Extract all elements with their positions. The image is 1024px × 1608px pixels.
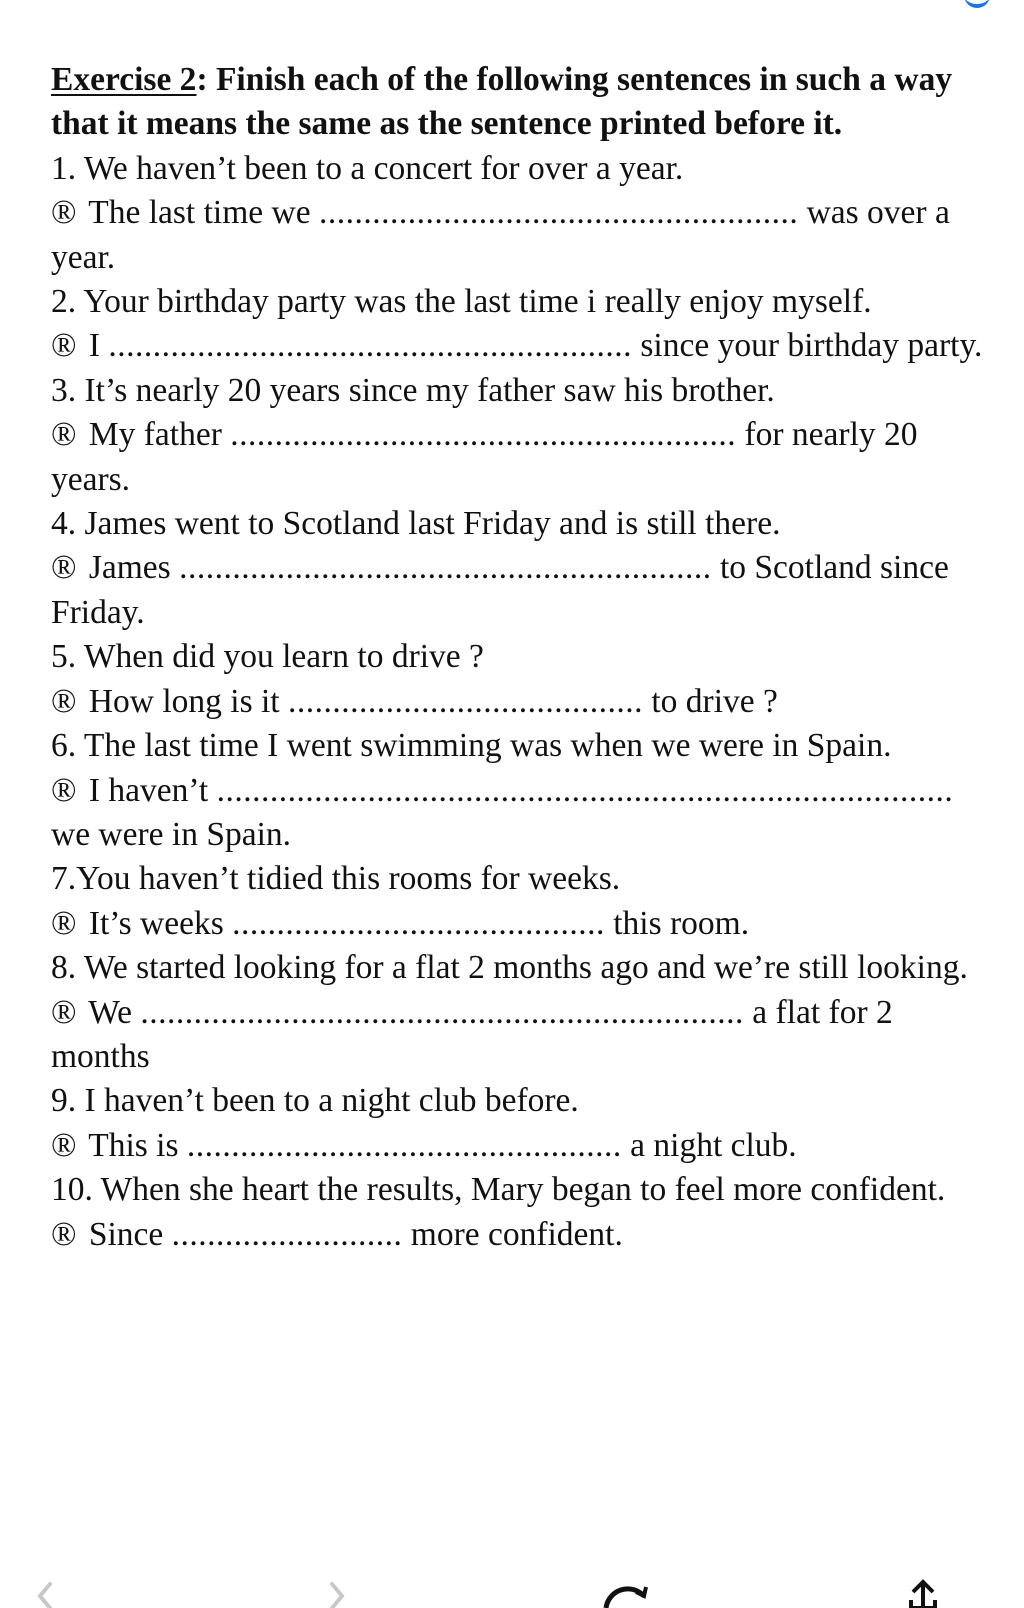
answer-start: How long is it bbox=[88, 682, 280, 720]
exercise-title bbox=[51, 58, 991, 147]
arrow-symbol: ® bbox=[51, 682, 77, 720]
answer-end: to Scotland since Friday. bbox=[51, 549, 949, 631]
arrow-symbol: ® bbox=[51, 327, 77, 365]
answer-line-10 bbox=[51, 1213, 991, 1257]
viewer-toolbar bbox=[0, 1578, 1024, 1608]
arrow-symbol: ® bbox=[51, 194, 77, 232]
rotate-icon[interactable] bbox=[596, 1578, 656, 1608]
answer-start: James bbox=[88, 549, 171, 587]
answer-line-3 bbox=[51, 413, 991, 502]
answer-end: to drive ? bbox=[651, 682, 778, 720]
answer-line-2 bbox=[51, 324, 991, 368]
arrow-symbol: ® bbox=[51, 1126, 77, 1164]
chevron-right-icon[interactable] bbox=[318, 1578, 358, 1608]
answer-line-9 bbox=[51, 1124, 991, 1168]
answer-line-1 bbox=[51, 191, 991, 280]
answer-start: It’s weeks bbox=[88, 904, 224, 942]
answer-blank[interactable]: ........................................................... bbox=[108, 327, 632, 365]
answer-start: My father bbox=[88, 416, 222, 454]
arrow-symbol: ® bbox=[51, 904, 77, 942]
answer-blank[interactable]: .................................................................... bbox=[140, 993, 744, 1031]
answer-blank[interactable]: ................................................. bbox=[186, 1126, 622, 1164]
answer-blank[interactable]: ...................................................... bbox=[318, 194, 799, 232]
answer-start: We bbox=[88, 993, 133, 1031]
answer-blank[interactable]: ................................................................................... bbox=[216, 771, 954, 809]
question-10: 10. When she heart the results, Mary began to feel more confident. bbox=[51, 1171, 946, 1209]
answer-start: Since bbox=[88, 1215, 164, 1253]
answer-line-4 bbox=[51, 546, 991, 635]
exercise-instructions: : Finish each of the following sentences in such a way that it means the same as the sentence printed before it. bbox=[51, 61, 953, 143]
arrow-symbol: ® bbox=[51, 993, 77, 1031]
question-4: 4. James went to Scotland last Friday and is still there. bbox=[51, 505, 781, 543]
answer-start: I haven’t bbox=[88, 771, 209, 809]
answer-end: for nearly 20 years. bbox=[51, 416, 918, 498]
exercise-items bbox=[51, 147, 991, 1257]
answer-blank[interactable]: ........................................ bbox=[287, 682, 643, 720]
answer-end: a night club. bbox=[630, 1126, 797, 1164]
chevron-left-icon[interactable] bbox=[28, 1578, 68, 1608]
answer-blank[interactable]: ......................................................... bbox=[230, 416, 737, 454]
question-9: 9. I haven’t been to a night club before. bbox=[51, 1082, 579, 1120]
answer-end: a flat for 2 months bbox=[51, 993, 893, 1075]
answer-end: we were in Spain. bbox=[51, 815, 292, 853]
question-2: 2. Your birthday party was the last time i really enjoy myself. bbox=[51, 283, 872, 321]
arrow-symbol: ® bbox=[51, 1215, 77, 1253]
share-icon[interactable] bbox=[903, 1578, 943, 1608]
answer-blank[interactable]: .......................................... bbox=[232, 904, 605, 942]
answer-end: more confident. bbox=[410, 1215, 623, 1253]
answer-line-5 bbox=[51, 680, 991, 724]
answer-end: was over a year. bbox=[51, 194, 950, 276]
answer-blank[interactable]: .......................... bbox=[171, 1215, 403, 1253]
answer-start: I bbox=[88, 327, 100, 365]
arrow-symbol: ® bbox=[51, 549, 77, 587]
question-7: 7.You haven’t tidied this rooms for weeks. bbox=[51, 860, 621, 898]
answer-start: This is bbox=[88, 1126, 179, 1164]
question-1: 1. We haven’t been to a concert for over a year. bbox=[51, 149, 684, 187]
question-5: 5. When did you learn to drive ? bbox=[51, 638, 484, 676]
answer-end: this room. bbox=[613, 904, 750, 942]
answer-line-7 bbox=[51, 902, 991, 946]
answer-line-6 bbox=[51, 769, 991, 858]
question-6: 6. The last time I went swimming was when we were in Spain. bbox=[51, 727, 892, 765]
exercise-document bbox=[51, 58, 991, 1257]
question-8: 8. We started looking for a flat 2 months ago and we’re still looking. bbox=[51, 949, 968, 987]
arrow-symbol: ® bbox=[51, 416, 77, 454]
loading-indicator-icon bbox=[964, 0, 990, 8]
question-3: 3. It’s nearly 20 years since my father saw his brother. bbox=[51, 371, 775, 409]
answer-start: The last time we bbox=[88, 194, 311, 232]
exercise-label: Exercise 2 bbox=[51, 61, 197, 98]
answer-end: since your birthday party. bbox=[640, 327, 983, 365]
answer-blank[interactable]: ............................................................ bbox=[179, 549, 712, 587]
answer-line-8 bbox=[51, 991, 991, 1080]
arrow-symbol: ® bbox=[51, 771, 77, 809]
